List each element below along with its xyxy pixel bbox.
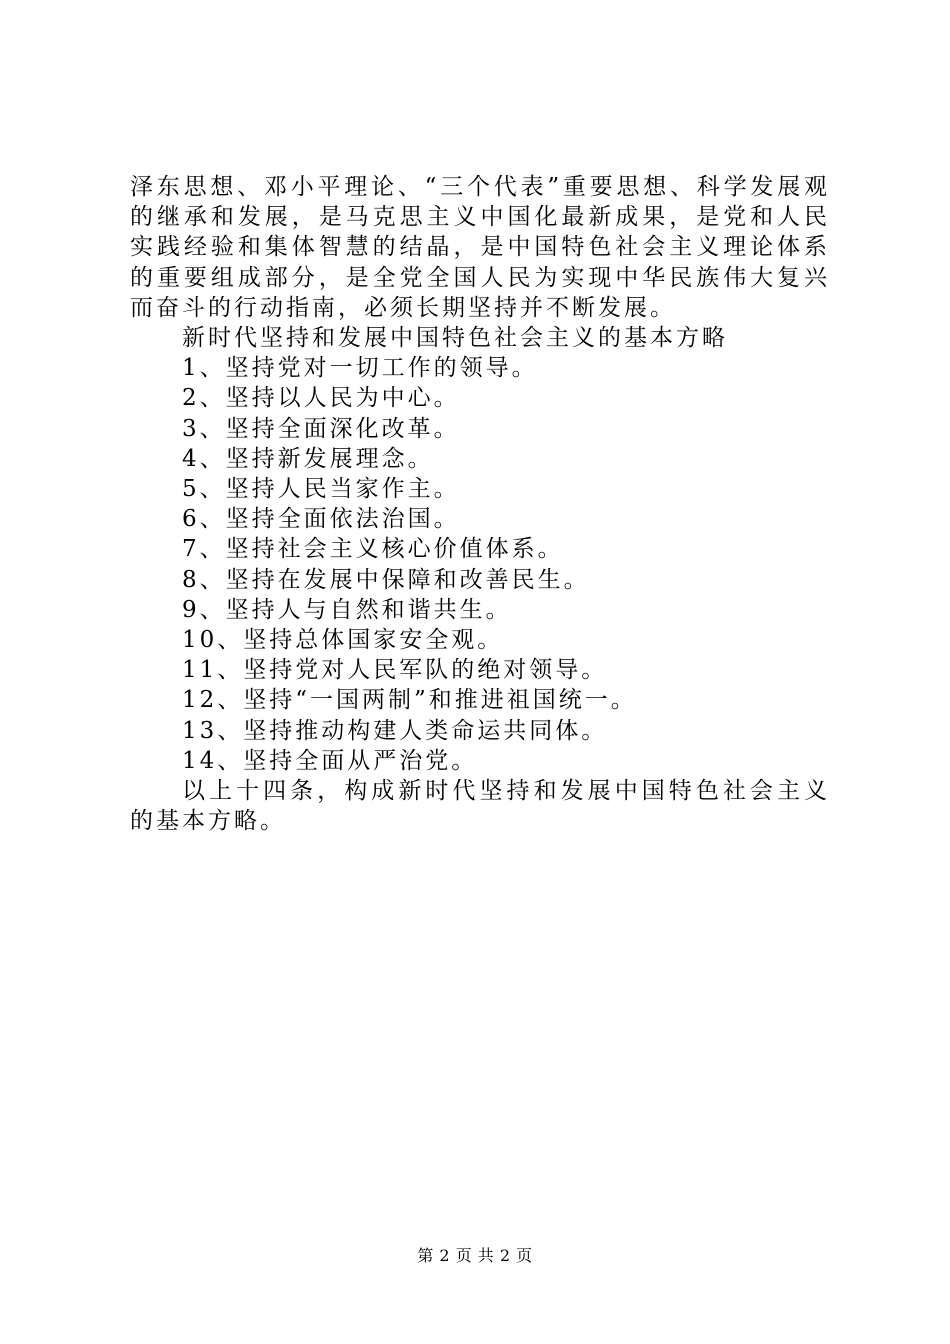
closing-paragraph: 以上十四条，构成新时代坚持和发展中国特色社会主义的基本方略。 [130,778,830,835]
list-item: 7、坚持社会主义核心价值体系。 [182,536,564,563]
page-footer [0,1243,950,1266]
list-item: 11、坚持党对人民军队的绝对领导。 [182,657,608,684]
list-item: 8、坚持在发展中保障和改善民生。 [182,566,590,593]
document-body [130,172,830,836]
list-item: 14、坚持全面从严治党。 [182,747,478,774]
list-item: 1、坚持党对一切工作的领导。 [182,355,538,382]
list-item: 5、坚持人民当家作主。 [182,476,460,503]
list-item: 3、坚持全面深化改革。 [182,415,460,442]
list-item: 4、坚持新发展理念。 [182,445,434,472]
list-item: 9、坚持人与自然和谐共生。 [182,596,512,623]
strategy-list [130,353,830,776]
list-item: 12、坚持“一国两制”和推进祖国统一。 [182,687,637,714]
opening-paragraph: 泽东思想、邓小平理论、“三个代表”重要思想、科学发展观的继承和发展，是马克思主义中国化最新成果，是党和人民实践经验和集体智慧的结晶，是中国特色社会主义理论体系的重要组成部分，是全党全国人民为实现中华民族伟大复兴而奋斗的行动指南，必须长期坚持并不断发展。 [130,174,830,321]
list-item: 10、坚持总体国家安全观。 [182,627,504,654]
list-item: 13、坚持推动构建人类命运共同体。 [182,717,608,744]
page-number-label: 第 2 页 共 2 页 [417,1246,533,1265]
list-item: 6、坚持全面依法治国。 [182,506,460,533]
list-item: 2、坚持以人民为中心。 [182,385,460,412]
section-heading: 新时代坚持和发展中国特色社会主义的基本方略 [182,325,728,352]
